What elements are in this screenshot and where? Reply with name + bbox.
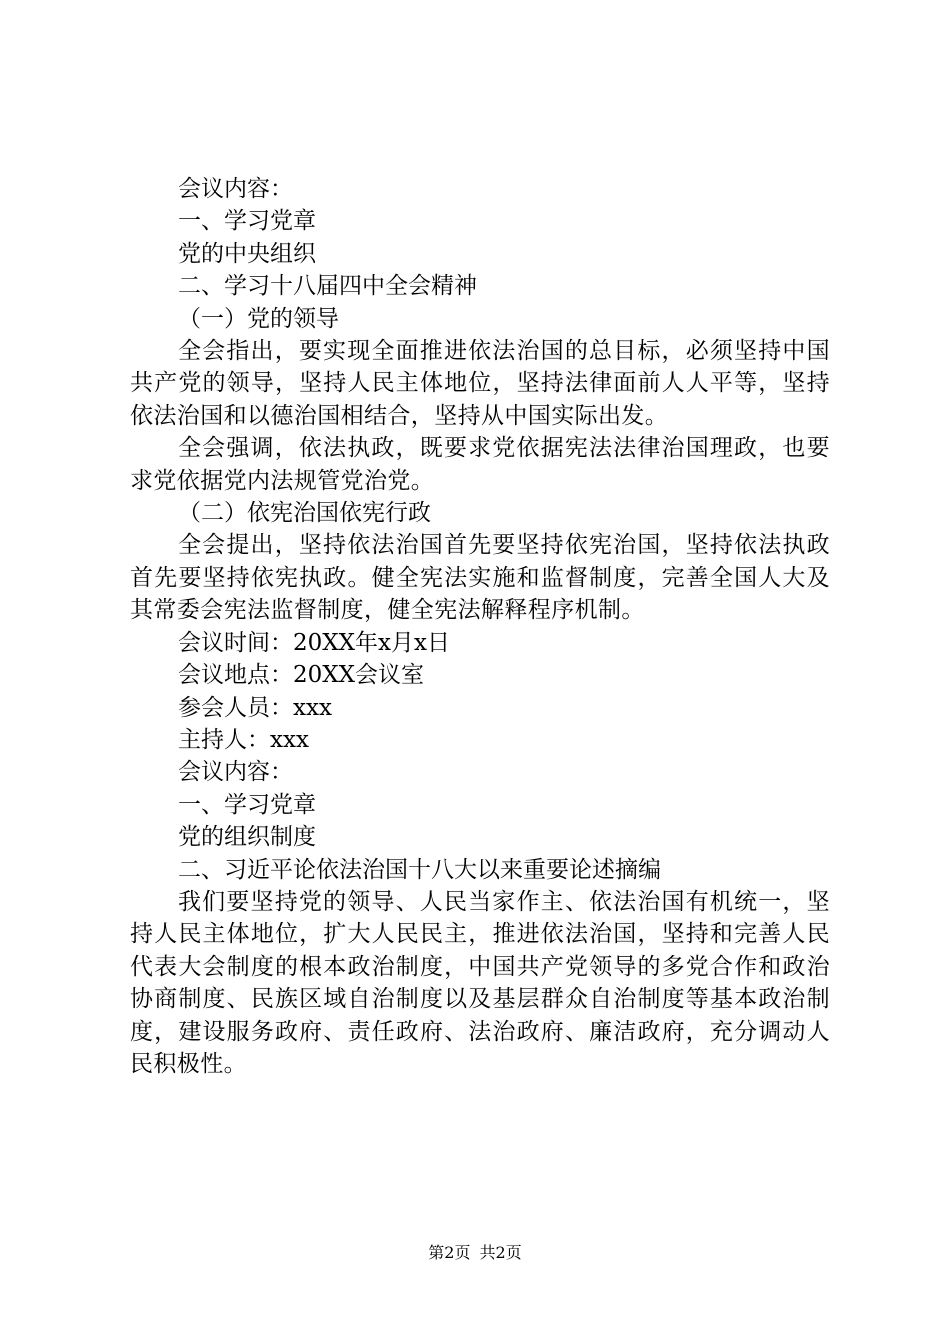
section-subheading: 党的中央组织 [178, 240, 316, 267]
body-paragraph: 全会指出，要实现全面推进依法治国的总目标，必须坚持中国共产党的领导，坚持人民主体地位，坚持法律面前人人平等，坚持依法治国和以德治国相结合，坚持从中国实际出发。 [130, 338, 830, 429]
section-subheading: 党的组织制度 [178, 824, 316, 851]
body-paragraph: 全会提出，坚持依法治国首先要坚持依宪治国，坚持依法执政首先要坚持依宪执政。健全宪法实施和监督制度，完善全国人大及其常委会宪法监督制度，健全宪法解释程序机制。 [130, 532, 830, 624]
meeting-attendees: 参会人员：xxx [178, 694, 332, 721]
meeting-host: 主持人：xxx [178, 726, 309, 753]
body-paragraph: 全会强调，依法执政，既要求党依据宪法法律治国理政，也要求党依据党内法规管党治党。 [130, 435, 830, 494]
body-paragraph: 我们要坚持党的领导、人民当家作主、依法治国有机统一，坚持人民主体地位，扩大人民民主，推进依法治国，坚持和完善人民代表大会制度的根本政治制度，中国共产党领导的多党合作和政治协商制度、民族区域自治制度以及基层群众自治制度等基本政治制度，建设服务政府、责任政府、法治政府、廉洁政府，充分调动人民积极性。 [130, 888, 830, 1077]
meeting-location: 会议地点：20XX会议室 [178, 662, 425, 689]
section-subheading: （一）党的领导 [178, 305, 339, 332]
section-heading: 一、学习党章 [178, 791, 316, 818]
section-subheading: （二）依宪治国依宪行政 [178, 500, 431, 527]
section-label: 会议内容： [178, 176, 293, 202]
section-heading: 二、习近平论依法治国十八大以来重要论述摘编 [178, 856, 661, 883]
document-body [130, 173, 830, 1080]
section-heading: 二、学习十八届四中全会精神 [178, 273, 477, 300]
meeting-time: 会议时间：20XX年x月x日 [178, 629, 450, 656]
section-heading: 一、学习党章 [178, 208, 316, 235]
page-footer: 第2页 共2页 [428, 1243, 522, 1262]
section-label: 会议内容： [178, 759, 293, 786]
